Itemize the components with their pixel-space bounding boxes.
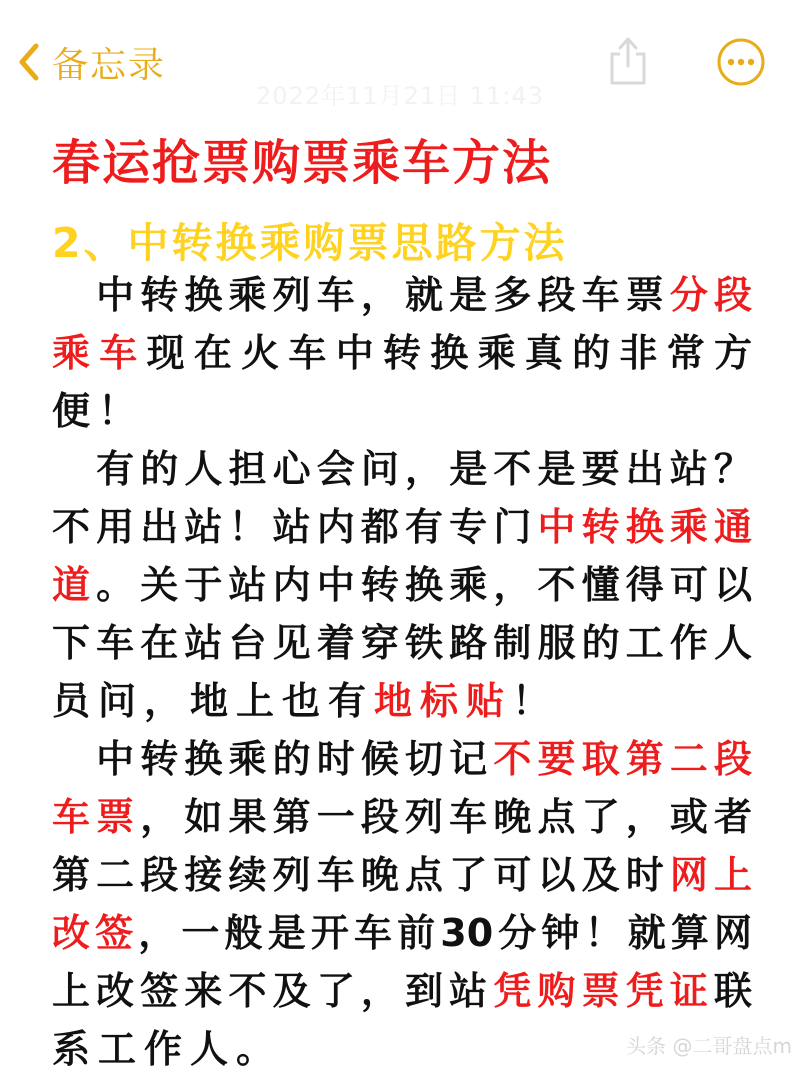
body-text: 系工作人。 bbox=[52, 1027, 283, 1071]
highlight-text: 乘车 bbox=[52, 331, 147, 375]
body-line bbox=[52, 440, 752, 498]
highlight-text: 凭购票凭证 bbox=[493, 969, 714, 1013]
note-timestamp: 2022年11月21日 11:43 bbox=[256, 82, 544, 110]
highlight-text: 网上 bbox=[669, 853, 752, 897]
highlight-text: 车票 bbox=[52, 795, 141, 839]
back-label: 备忘录 bbox=[52, 44, 167, 86]
body-text: 中转换乘的时候切记 bbox=[52, 737, 494, 781]
body-line bbox=[52, 498, 752, 556]
body-text: 员问，地上也有 bbox=[52, 679, 375, 723]
highlight-text: 不要取第二段 bbox=[493, 737, 752, 781]
body-text: 有的人担心会问，是不是要出站？ bbox=[52, 447, 752, 491]
highlight-text: 地标贴 bbox=[374, 679, 513, 723]
body-text: ！ bbox=[512, 679, 559, 723]
body-line bbox=[52, 556, 752, 614]
body-text: 。关于站内中转换乘，不懂得可以 bbox=[96, 563, 752, 607]
body-text: ，一般是开车前30分钟！就算网 bbox=[138, 911, 752, 955]
top-bar bbox=[0, 0, 800, 120]
body-text: 中转换乘列车，就是多段车票 bbox=[52, 273, 670, 317]
body-text: 不用出站！站内都有专门 bbox=[52, 505, 538, 549]
body-text: 第二段接续列车晚点了可以及时 bbox=[52, 853, 670, 897]
note-title: 春运抢票购票乘车方法 bbox=[52, 135, 553, 191]
body-line bbox=[52, 614, 752, 672]
body-line bbox=[52, 962, 752, 1020]
body-text: 便！ bbox=[52, 389, 145, 433]
body-line bbox=[52, 788, 752, 846]
body-text: 下车在站台见着穿铁路制服的工作人 bbox=[52, 621, 752, 665]
highlight-text: 中转换乘通 bbox=[537, 505, 752, 549]
highlight-text: 分段 bbox=[669, 273, 752, 317]
body-line bbox=[52, 730, 752, 788]
highlight-text: 改签 bbox=[52, 911, 139, 955]
body-line bbox=[52, 904, 752, 962]
note-body[interactable] bbox=[52, 266, 752, 1078]
body-line bbox=[52, 324, 752, 382]
body-text: ，如果第一段列车晚点了，或者 bbox=[140, 795, 752, 839]
note-subtitle: 2、中转换乘购票思路方法 bbox=[52, 219, 568, 267]
body-line bbox=[52, 382, 752, 440]
body-line bbox=[52, 846, 752, 904]
highlight-text: 道 bbox=[52, 563, 97, 607]
watermark: 头条 @二哥盘点m bbox=[626, 1034, 792, 1058]
body-line bbox=[52, 672, 752, 730]
body-text: 联 bbox=[713, 969, 752, 1013]
body-text: 现在火车中转换乘真的非常方 bbox=[146, 331, 752, 375]
body-line bbox=[52, 266, 752, 324]
body-text: 上改签来不及了，到站 bbox=[52, 969, 494, 1013]
